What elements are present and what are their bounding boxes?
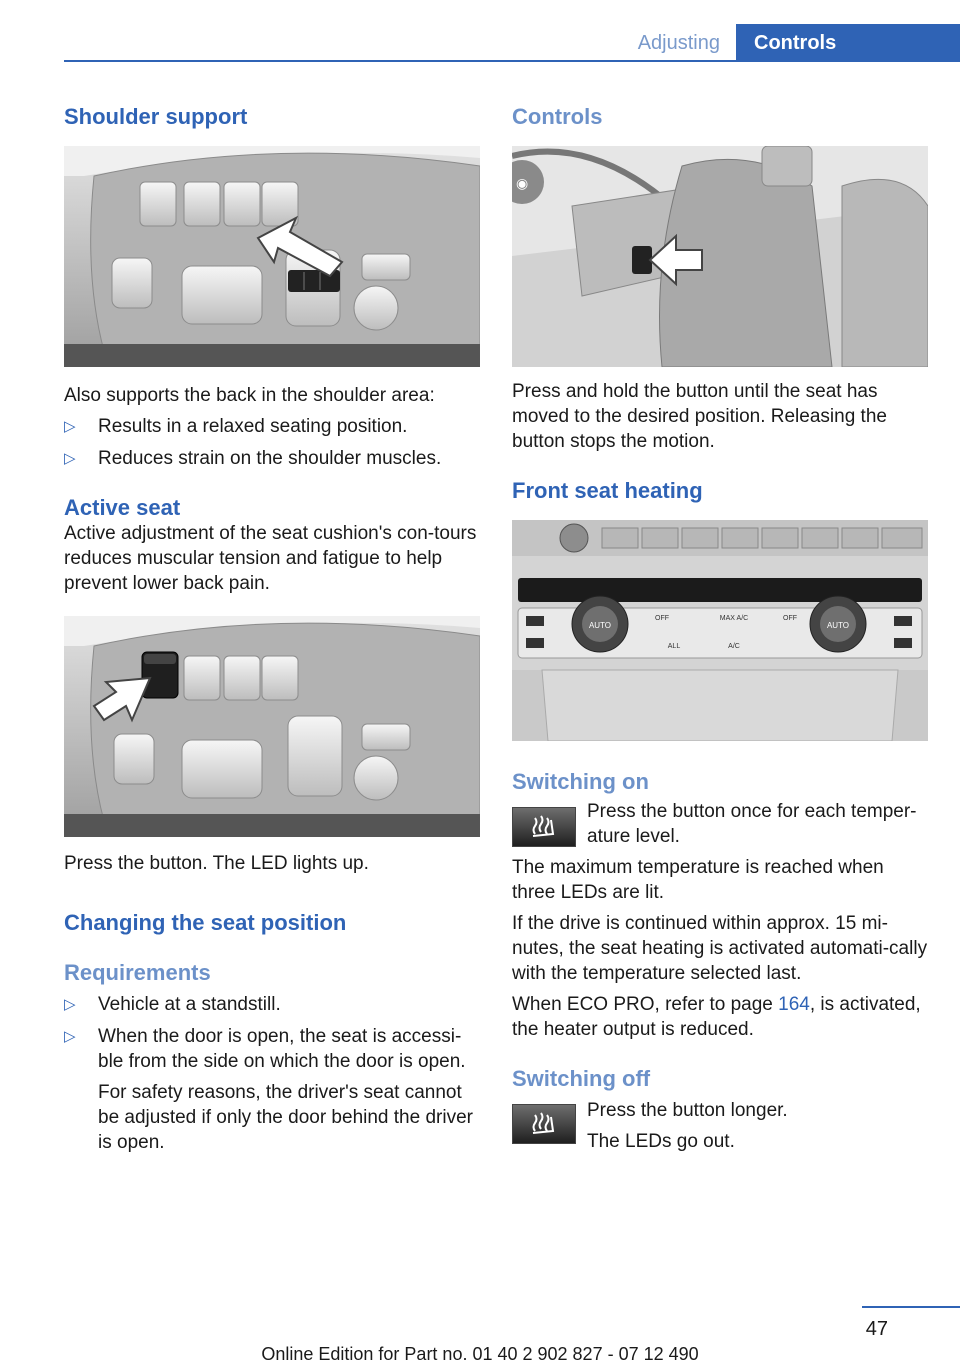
shoulder-bullets [64, 414, 480, 471]
shoulder-support-figure [64, 146, 480, 367]
shoulder-intro: Also supports the back in the shoulder area: [64, 385, 435, 406]
svg-text:MAX A/C: MAX A/C [719, 615, 749, 622]
seat-controls-figure [512, 146, 928, 367]
seat-heating-icon [512, 1104, 576, 1144]
left-column [64, 100, 480, 1155]
requirements-note: For safety reasons, the driver's seat cannot be adjusted if only the door behind the driver is open. [98, 1082, 473, 1153]
bullet-icon: ▷ [64, 1028, 76, 1045]
list-item: ▷ Results in a relaxed seating position. [64, 416, 408, 437]
svg-text:OFF: OFF [655, 615, 669, 622]
chapter-tab[interactable]: Controls [736, 24, 960, 62]
svg-text:◉: ◉ [516, 175, 529, 191]
switching-off-text-1: Press the button longer. [587, 1100, 788, 1121]
page-link-164[interactable]: 164 [778, 994, 810, 1015]
max-temp-text: The maximum temperature is reached when three LEDs are lit. [512, 857, 884, 903]
section-label: Adjusting [637, 32, 720, 54]
front-seat-heating-heading: Front seat heating [512, 478, 703, 503]
right-column [512, 100, 928, 1154]
changing-seat-heading: Changing the seat position [64, 910, 347, 935]
controls-heading: Controls [512, 104, 603, 129]
requirements-list [64, 992, 480, 1155]
list-item: ▷ Reduces strain on the shoulder muscles. [64, 448, 442, 469]
bullet-icon: ▷ [64, 450, 76, 467]
shoulder-support-heading: Shoulder support [64, 104, 248, 129]
switching-on-row [512, 797, 928, 849]
switching-on-heading: Switching on [512, 769, 649, 794]
list-item: ▷ Vehicle at a standstill. [64, 994, 281, 1015]
active-seat-heading: Active seat [64, 495, 181, 520]
eco-pro-text: When ECO PRO, refer to page 164, is activated, the heater output is reduced. [512, 994, 921, 1040]
bullet-icon: ▷ [64, 996, 76, 1013]
seat-heating-icon [512, 807, 576, 847]
header-rule [64, 60, 960, 62]
svg-text:ALL: ALL [667, 643, 681, 650]
switching-on-text: Press the button once for each temper-ature level. [587, 801, 917, 847]
svg-text:OFF: OFF [783, 615, 797, 622]
switching-off-row [512, 1098, 928, 1154]
page-number-rule [862, 1306, 960, 1308]
active-seat-text: Active adjustment of the seat cushion's con-tours reduces muscular tension and fatigue to help prevent lower back pain. [64, 523, 477, 594]
active-seat-caption: Press the button. The LED lights up. [64, 853, 369, 874]
active-seat-figure [64, 616, 480, 837]
svg-text:A/C: A/C [728, 643, 740, 650]
requirements-heading: Requirements [64, 960, 211, 985]
page-footer [0, 1300, 960, 1362]
continue-text: If the drive is continued within approx. 15 mi-nutes, the seat heating is activated automati-cally with the temperature selected last. [512, 913, 928, 984]
svg-text:AUTO: AUTO [588, 621, 612, 630]
switching-off-heading: Switching off [512, 1066, 651, 1091]
climate-panel-figure [512, 520, 928, 741]
bullet-icon: ▷ [64, 418, 76, 435]
controls-text: Press and hold the button until the seat has moved to the desired position. Releasing the button stops the motion. [512, 381, 887, 452]
edition-line: Online Edition for Part no. 01 40 2 902 827 - 07 12 490 [261, 1344, 699, 1362]
page-header [0, 24, 960, 62]
switching-off-text-2: The LEDs go out. [587, 1131, 735, 1152]
list-item: ▷ When the door is open, the seat is accessi-ble from the side on which the door is open. For safety reasons, the driver's seat cannot be adjusted if only the door behind the driver is open. [64, 1024, 480, 1155]
page-number: 47 [865, 1318, 888, 1340]
svg-text:AUTO: AUTO [826, 621, 850, 630]
